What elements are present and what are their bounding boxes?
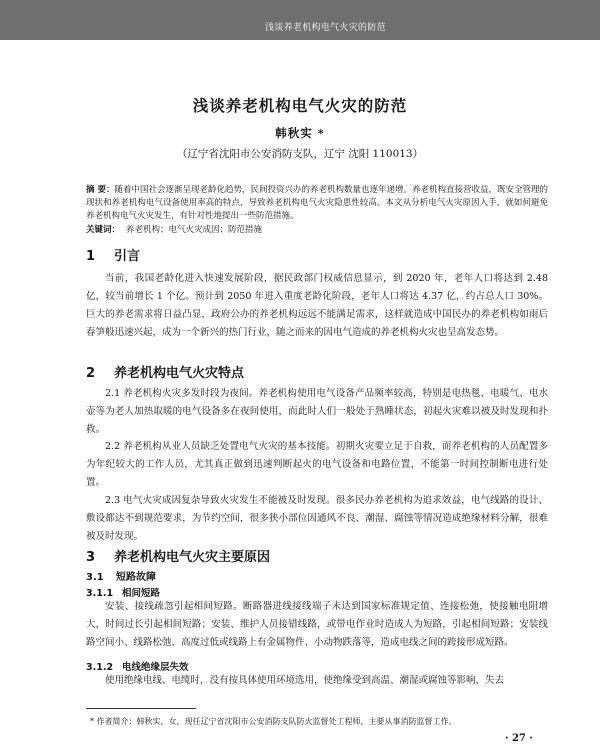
intro-paragraph: 当前，我国老龄化进入快速发展阶段，据民政部门权威信息显示，到 2020 年，老年人口将达到 2.48 亿，较当前增长 1 个亿。预计到 2050 年进入重度老龄化阶段，老年人口将达 4.37 亿，约占总人口 30%。巨大的养老需求将日益凸显，政府公办的养老机构远远不能满足需求，这样就造成中国民办的养老机构如雨后春笋般迅速兴起，成为一个新兴的热门行业，随之而来的因电气造成的养老机构火灾也呈高发态势。 [86, 273, 548, 338]
characteristic-paragraph-3: 2.3 电气火灾成因复杂导致火灾发生不能被及时发现。很多民办养老机构为追求效益，电气线路的设计、敷设都达不到规范要求，为节约空间，很多狭小部位因通风不良、潮湿、腐蚀等情况造成绝缘材料分解，很难被及时发现。 [86, 495, 548, 542]
section-heading-causes [86, 546, 270, 565]
characteristic-paragraph-1: 2.1 养老机构火灾多发时段为夜间。养老机构使用电气设备产品频率较高，特别是电热毯、电暖气、电水壶等为老人加热取暖的电气设备多在夜间使用，而此时人们一般处于熟睡状态，初起火灾难以被及时发现和扑救。 [86, 388, 548, 435]
author-name: 韩秋实 * [275, 126, 325, 140]
author-footnote: * 作者简介：韩秋实，女，现任辽宁省沈阳市公安消防支队防火监督处工程师，主要从事消防监督工作。 [90, 717, 457, 726]
page-number: · 27 · [505, 733, 533, 744]
keywords [86, 224, 548, 236]
section-title: 养老机构电气火灾主要原因 [114, 550, 271, 565]
running-header-band [0, 0, 600, 40]
abstract-label: 摘 要： [86, 185, 115, 195]
characteristic-paragraph-2: 2.2 养老机构从业人员缺乏处置电气火灾的基本技能。初期火灾要立足于自救，而养老机构的人员配置多为年纪较大的工作人员，尤其真正做到迅速判断起火的电气设备和电路位置，不能第一时间控制断电进行处置。 [86, 441, 548, 488]
subsection-title: 短路故障 [116, 572, 156, 583]
section-title: 养老机构电气火灾特点 [114, 366, 245, 381]
subsubsection-number: 3.1.2 [86, 662, 114, 673]
keywords-text: 养老机构；电气火灾成因；防范措施 [126, 225, 263, 235]
section-number: 1 [86, 249, 96, 264]
section-heading-introduction [86, 245, 140, 264]
abstract-text: 随着中国社会逐渐呈现老龄化趋势，民间投资兴办的养老机构数量也逐年递增。养老机构直接营收益，既安全管理的现状和养老机构电气设备使用率高的特点，导致养老机构电气火灾隐患性较高。本文从分析电气火灾原因入手，就如何避免养老机构电气火灾发生，有针对性地提出一些防范措施。 [86, 185, 548, 221]
subsubsection-title: 相间短路 [122, 588, 161, 599]
subsubsection-heading-phase-short [86, 585, 160, 599]
insulation-paragraph: 使用绝缘电线、电缆时，没有按具体使用环境选用，使绝缘受到高温、潮湿或腐蚀等影响，失去 [105, 675, 505, 686]
subsubsection-title: 电线绝缘层失效 [122, 662, 189, 673]
subsection-heading-short-circuit [86, 568, 156, 583]
section-number: 2 [86, 366, 96, 381]
subsection-number: 3.1 [86, 572, 104, 583]
subsubsection-heading-insulation [86, 659, 189, 673]
section-heading-characteristics [86, 362, 244, 381]
running-header: 浅谈养老机构电气火灾的防范 [265, 23, 386, 33]
keywords-label: 关键词： [86, 225, 121, 235]
section-number: 3 [86, 550, 96, 565]
author-affiliation: （辽宁省沈阳市公安消防支队，辽宁 沈阳 110013） [176, 148, 424, 160]
abstract [86, 184, 548, 223]
footnote-divider [86, 708, 196, 709]
subsubsection-number: 3.1.1 [86, 588, 114, 599]
phase-short-paragraph: 安装、接线疏忽引起相间短路。断路器进线接线端子未达到国家标准规定值、连接松弛，使接触电阻增大，时间过长引起相间短路；安装、维护人员接错线路，或带电作业时造成人为短路，引起相间短路；安装线路空间小、线路松弛、高度过低或线路上有金属物件、小动物跌落等，造成电线之间的跨接形成短路。 [86, 601, 548, 648]
section-title: 引言 [114, 249, 141, 264]
paper-title: 浅谈养老机构电气火灾的防范 [192, 97, 408, 115]
